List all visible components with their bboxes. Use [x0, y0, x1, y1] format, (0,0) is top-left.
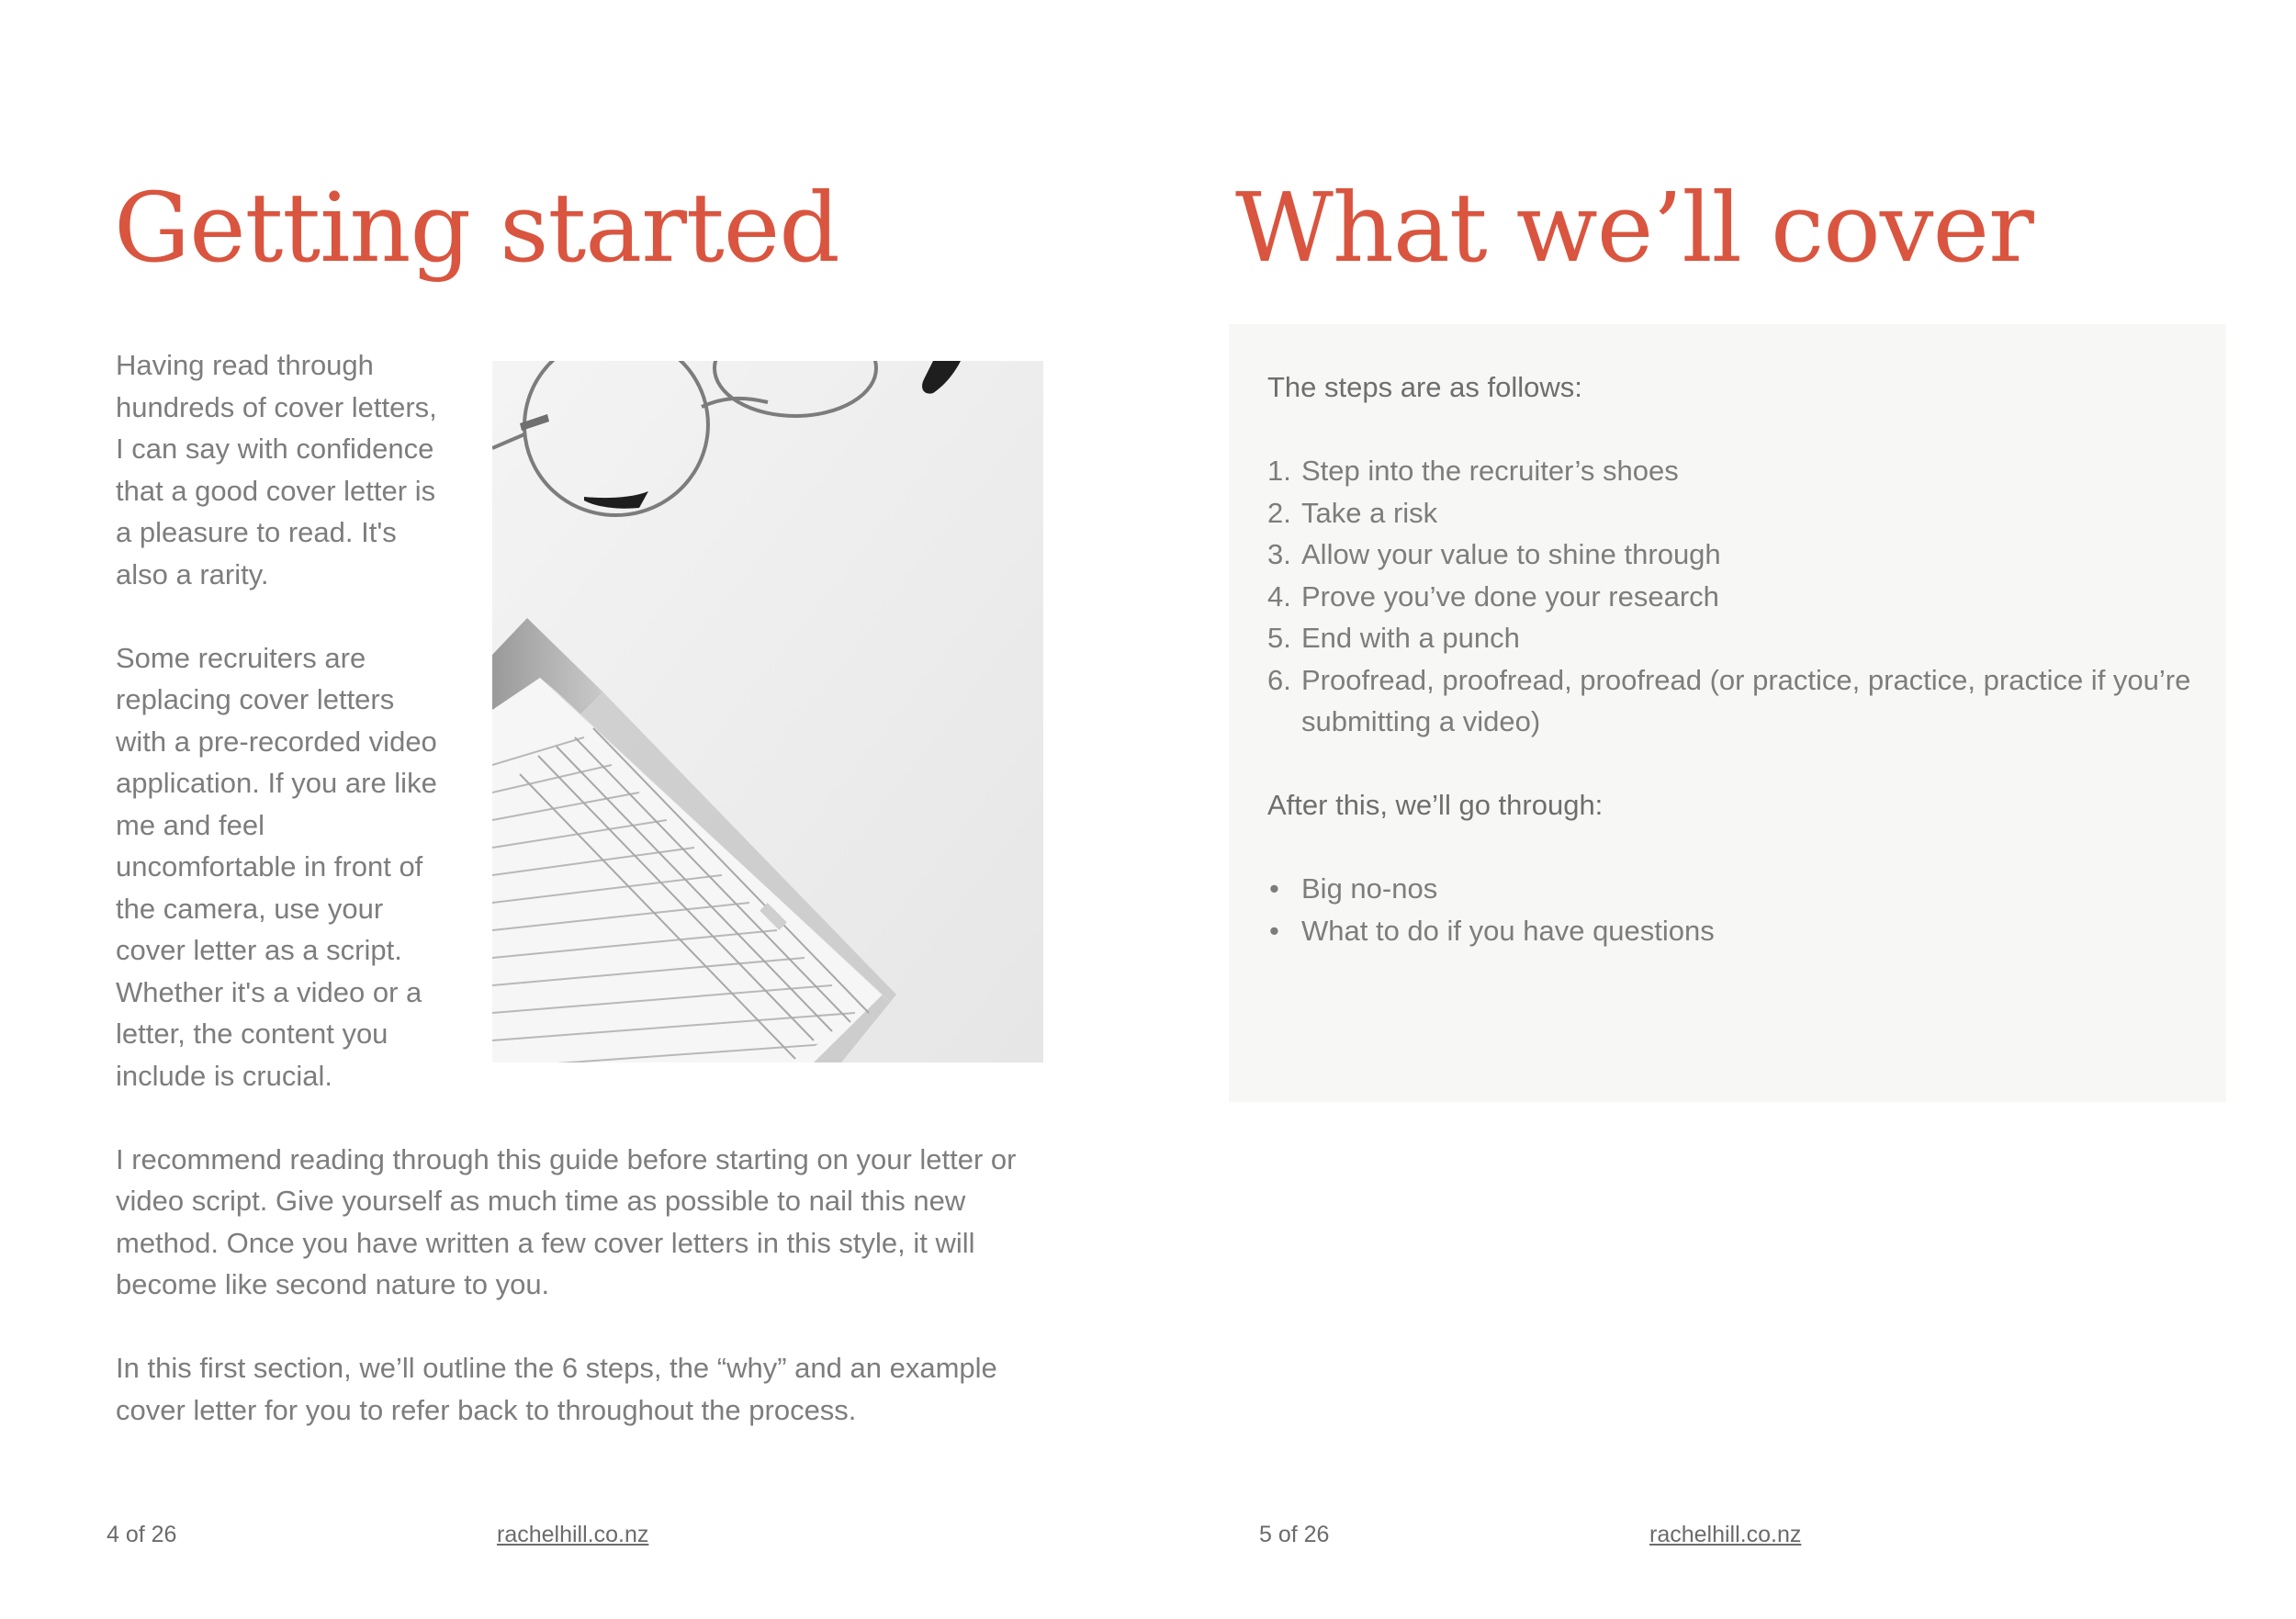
- intro-paragraph-2: Some recruiters are replacing cover letters with a pre-recorded video application. If you are like me and feel uncomfortable in front of the camera, use your cover letter as a script. Whether it's a video or a letter, the content you include is crucial.: [116, 641, 437, 1092]
- overview-content: [1267, 366, 2195, 951]
- after-lead: After this, we’ll go through:: [1267, 789, 1604, 821]
- step-item: [1267, 492, 2195, 534]
- bullet-icon: •: [1269, 872, 1279, 905]
- page-title: Getting started: [114, 172, 839, 284]
- step-number: 1.: [1267, 455, 1291, 487]
- step-item: [1267, 617, 2195, 659]
- bullet-icon: •: [1269, 914, 1279, 947]
- website-link[interactable]: rachelhill.co.nz: [1649, 1522, 1802, 1547]
- page-title: What we’ll cover: [1235, 172, 2033, 284]
- intro-paragraph-4: In this first section, we’ll outline the 6 steps, the “why” and an example cover letter for you to refer back to throughout the process.: [116, 1352, 997, 1426]
- step-number: 4.: [1267, 579, 1291, 613]
- step-text: Proofread, proofread, proofread (or practice, practice, practice if you’re submitting a video): [1301, 663, 2191, 737]
- step-text: Step into the recruiter’s shoes: [1301, 455, 1679, 487]
- page-number: 4 of 26: [107, 1522, 177, 1547]
- step-text: End with a punch: [1301, 622, 1520, 654]
- topic-text: What to do if you have questions: [1301, 914, 1715, 947]
- step-number: 5.: [1267, 622, 1291, 654]
- step-item: [1267, 576, 2195, 618]
- step-item: [1267, 450, 2195, 492]
- step-text: Take a risk: [1301, 496, 1438, 529]
- website-link[interactable]: rachelhill.co.nz: [497, 1522, 649, 1547]
- step-item: [1267, 659, 2195, 743]
- topic-item: [1267, 910, 2195, 952]
- step-item: [1267, 534, 2195, 576]
- steps-lead: The steps are as follows:: [1267, 371, 1582, 403]
- step-text: Allow your value to shine through: [1301, 538, 1721, 570]
- step-number: 3.: [1267, 538, 1291, 570]
- overview-box: [1229, 324, 2226, 1102]
- right-page: [1148, 0, 2296, 1619]
- topics-list: [1267, 868, 2195, 951]
- step-text: Prove you’ve done your research: [1301, 579, 1719, 613]
- glasses-and-notepad-photo-icon: [492, 361, 1043, 1062]
- page-number: 5 of 26: [1259, 1522, 1330, 1547]
- topic-text: Big no-nos: [1301, 872, 1438, 905]
- step-number: 2.: [1267, 496, 1291, 529]
- intro-paragraph-3: I recommend reading through this guide before starting on your letter or video script. Give yourself as much time as possible to nail this new method. Once you have written a few cover letters in this style, it will become like second nature to you.: [116, 1142, 1017, 1300]
- intro-paragraph-1: Having read through hundreds of cover letters, I can say with confidence that a good cover letter is a pleasure to read. It's also a rarity.: [116, 349, 437, 590]
- topic-item: [1267, 868, 2195, 910]
- step-number: 6.: [1267, 663, 1291, 696]
- intro-body: [116, 344, 1043, 1473]
- steps-list: [1267, 450, 2195, 743]
